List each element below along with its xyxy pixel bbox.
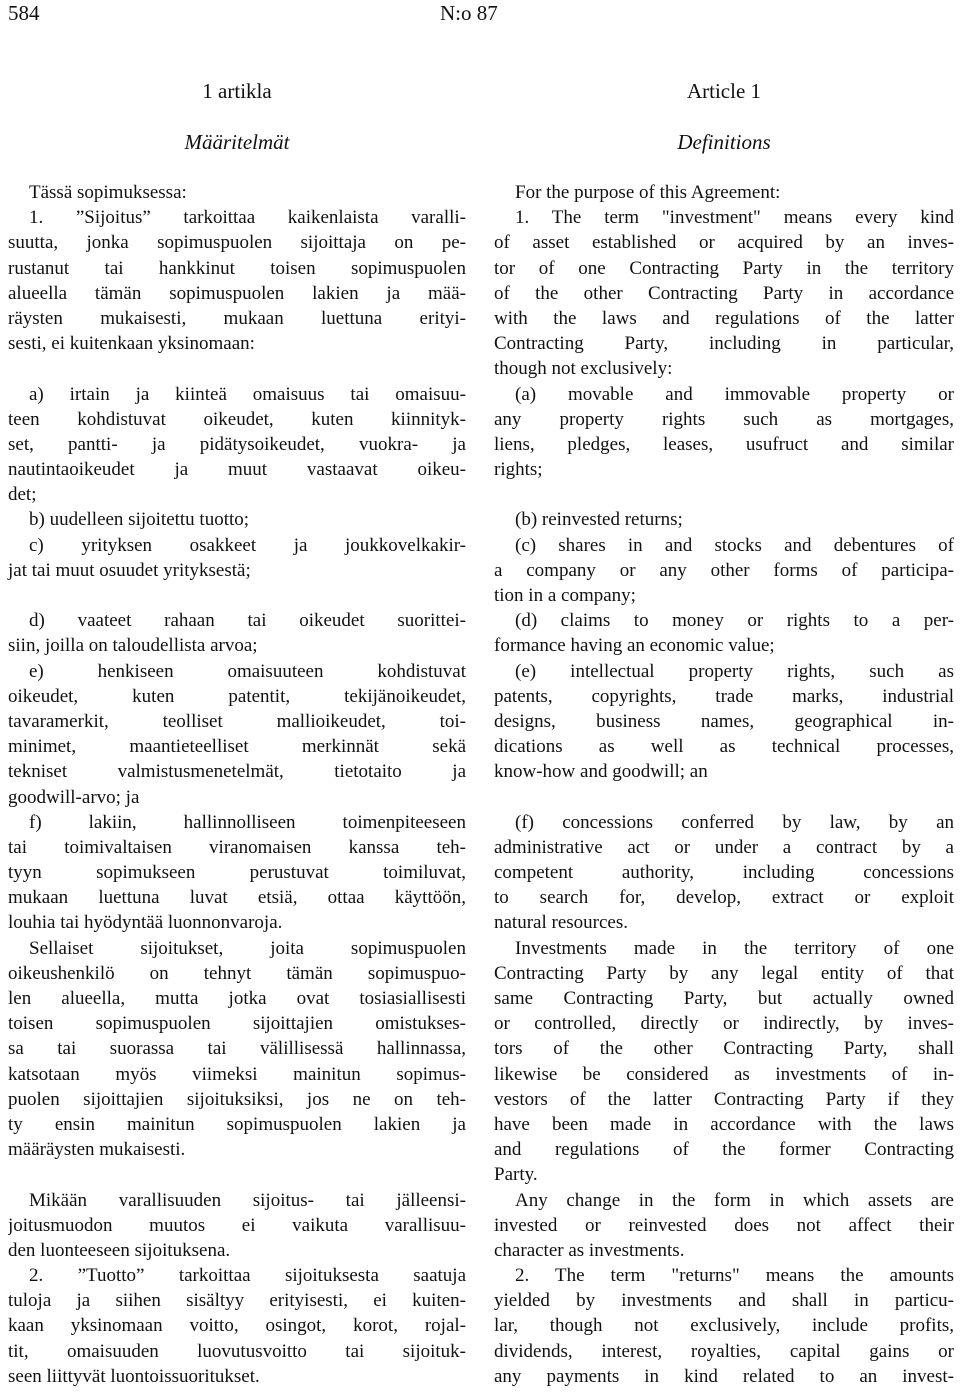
text-line: or controlled, directly or indirectly, by inves- <box>494 1013 954 1035</box>
text-line: mukaan luettuna luvat etsiä, ottaa käyttöön, <box>8 887 466 909</box>
text-line: Any change in the form in which assets are <box>515 1189 954 1211</box>
text-line: jat tai muut osuudet yrityksestä; <box>8 559 251 581</box>
article-title-finnish: 1 artikla <box>202 79 272 103</box>
text-line: know-how and goodwill; an <box>494 761 708 783</box>
text-line: administrative act or under a contract by a <box>494 836 954 858</box>
text-line: tors of the other Contracting Party, shall <box>494 1038 954 1060</box>
text-line: tion in a company; <box>494 585 636 606</box>
text-line: dications as well as technical processes, <box>494 736 954 758</box>
text-line: and regulations of the former Contracting <box>494 1139 954 1161</box>
text-line: (a) movable and immovable property or <box>515 383 954 405</box>
text-line: puolen sijoittajien sijoituksiksi, jos ne on teh- <box>8 1088 466 1110</box>
paragraph-gap <box>8 583 466 608</box>
text-line: tai toimivaltaisen viranomaisen kanssa teh- <box>8 836 466 858</box>
text-line: yielded by investments and shall in particu- <box>494 1290 954 1312</box>
text-line: e) henkiseen omaisuuteen kohdistuvat <box>29 660 466 682</box>
text-line: competent authority, including concessions <box>494 862 954 884</box>
text-line: goodwill-arvo; ja <box>8 786 140 808</box>
text-line: of asset established or acquired by an inves- <box>494 232 954 254</box>
text-line: sa tai suorassa tai välillisessä hallinnassa, <box>8 1038 466 1060</box>
text-line: same Contracting Party, but actually owned <box>494 988 954 1009</box>
text-line: len alueella, mutta jotka ovat tosiasiallisesti <box>8 988 466 1009</box>
english-text <box>494 180 954 1389</box>
english-column <box>494 78 954 1389</box>
text-line: nautintaoikeudet ja muut vastaavat oikeu- <box>8 459 466 481</box>
text-line: sesti, ei kuitenkaan yksinomaan: <box>8 333 255 355</box>
text-line: minimet, maantieteelliset merkinnät sekä <box>8 736 466 758</box>
text-line: toisen sopimuspuolen sijoittajien omistukses- <box>8 1013 466 1035</box>
text-line: though not exclusively: <box>494 358 673 380</box>
text-line: kaan yksinomaan voitto, osingot, korot, rojal- <box>8 1315 466 1337</box>
text-line: b) uudelleen sijoitettu tuotto; <box>29 509 250 531</box>
text-line: Party. <box>494 1164 538 1186</box>
text-line: teen kohdistuvat oikeudet, kuten kiinnityk- <box>8 408 466 430</box>
text-line: f) lakiin, hallinnolliseen toimenpiteeseen <box>29 811 466 833</box>
text-line: 1. ”Sijoitus” tarkoittaa kaikenlaista varalli- <box>29 207 466 229</box>
text-line: set, pantti- ja pidätysoikeudet, vuokra- ja <box>8 433 466 455</box>
text-line: suutta, jonka sopimuspuolen sijoittaja on pe- <box>8 232 466 254</box>
finnish-column <box>8 78 466 1389</box>
text-line: liens, pledges, leases, usufruct and similar <box>494 433 954 455</box>
paragraph-gap <box>8 1162 466 1187</box>
text-line: invested or reinvested does not affect their <box>494 1214 954 1236</box>
text-line: patents, copyrights, trade marks, industrial <box>494 685 954 707</box>
text-line: oikeushenkilö on tehnyt tämän sopimuspuo- <box>8 962 466 984</box>
text-line: c) yrityksen osakkeet ja joukkovelkakir- <box>29 534 466 556</box>
text-line: siin, joilla on taloudellista arvoa; <box>8 635 258 657</box>
text-line: Tässä sopimuksessa: <box>29 182 187 203</box>
text-line: any payments in kind related to an invest- <box>494 1365 954 1387</box>
text-line: (d) claims to money or rights to a per- <box>515 610 954 632</box>
text-line: For the purpose of this Agreement: <box>515 182 781 203</box>
text-line: rights; <box>494 459 543 481</box>
text-line: formance having an economic value; <box>494 635 775 657</box>
text-line: den luonteeseen sijoituksena. <box>8 1239 231 1261</box>
text-line: tavaramerkit, teolliset mallioikeudet, toi- <box>8 710 466 732</box>
text-line: (b) reinvested returns; <box>515 509 683 531</box>
text-line: 1. The term "investment" means every kind <box>515 207 954 229</box>
text-line: natural resources. <box>494 912 628 934</box>
issue-number: N:o 87 <box>440 1 498 25</box>
text-line: d) vaateet rahaan tai oikeudet suorittei- <box>29 610 466 632</box>
text-line: seen liittyvät luontoissuoritukset. <box>8 1365 260 1387</box>
text-line: Mikään varallisuuden sijoitus- tai jälleensi- <box>29 1189 466 1211</box>
text-line: Contracting Party, including in particular, <box>494 333 954 355</box>
text-line: of the other Contracting Party in accordance <box>494 282 954 304</box>
article-title-english: Article 1 <box>686 79 762 103</box>
text-line: (e) intellectual property rights, such as <box>515 660 954 682</box>
text-line: ty ensin mainitun sopimuspuolen lakien ja <box>8 1113 466 1135</box>
text-line: a company or any other forms of participa- <box>494 559 954 581</box>
article-subtitle-finnish: Määritelmät <box>184 130 290 154</box>
text-line: alueella tämän sopimuspuolen lakien ja mää- <box>8 282 466 304</box>
paragraph-gap <box>494 482 954 507</box>
text-line: (c) shares in and stocks and debentures of <box>515 534 954 556</box>
text-line: tyyn sopimukseen perustuvat toimiluvat, <box>8 862 466 884</box>
text-line: any property rights such as mortgages, <box>494 408 954 430</box>
text-line: Investments made in the territory of one <box>515 937 954 959</box>
text-line: joitusmuodon muutos ei vaikuta varallisuu- <box>8 1214 466 1236</box>
text-line: det; <box>8 484 37 506</box>
page-number: 584 <box>8 1 40 25</box>
text-line: räysten mukaisesti, mukaan luettuna erityi- <box>8 307 466 329</box>
text-line: to search for, develop, extract or exploit <box>494 887 954 909</box>
text-line: Contracting Party by any legal entity of that <box>494 962 954 984</box>
text-line: määräysten mukaisesti. <box>8 1139 186 1161</box>
text-line: dividends, interest, royalties, capital gains or <box>494 1340 954 1362</box>
text-line: character as investments. <box>494 1239 685 1261</box>
text-line: katsotaan myös viimeksi mainitun sopimus- <box>8 1063 466 1085</box>
text-line: tit, omaisuuden luovutusvoitto tai sijoituk- <box>8 1340 466 1362</box>
paragraph-gap <box>8 356 466 381</box>
text-line: a) irtain ja kiinteä omaisuus tai omaisuu- <box>29 383 466 405</box>
text-line: tuloja ja siihen sisältyy erityisesti, ei kuiten- <box>8 1290 466 1312</box>
text-line: 2. ”Tuotto” tarkoittaa sijoituksesta saatuja <box>29 1265 466 1287</box>
text-line: tekniset valmistusmenetelmät, tietotaito ja <box>8 761 466 783</box>
text-line: designs, business names, geographical in- <box>494 710 954 732</box>
text-line: tor of one Contracting Party in the territory <box>494 257 954 279</box>
text-line: have been made in accordance with the laws <box>494 1113 954 1135</box>
text-line: 2. The term "returns" means the amounts <box>515 1265 954 1287</box>
paragraph-gap <box>494 785 954 810</box>
text-line: lar, though not exclusively, include profits, <box>494 1315 954 1337</box>
text-line: rustanut tai hankkinut toisen sopimuspuolen <box>8 257 466 279</box>
text-line: (f) concessions conferred by law, by an <box>515 811 954 833</box>
article-subtitle-english: Definitions <box>677 130 771 154</box>
text-line: vestors of the latter Contracting Party if they <box>494 1088 954 1110</box>
text-line: likewise be considered as investments of in- <box>494 1063 954 1085</box>
finnish-text <box>8 180 466 1389</box>
text-line: with the laws and regulations of the latter <box>494 307 954 329</box>
text-line: louhia tai hyödyntää luonnonvaroja. <box>8 912 283 934</box>
text-line: Sellaiset sijoitukset, joita sopimuspuolen <box>29 937 466 959</box>
text-line: oikeudet, kuten patentit, tekijänoikeudet, <box>8 685 466 707</box>
